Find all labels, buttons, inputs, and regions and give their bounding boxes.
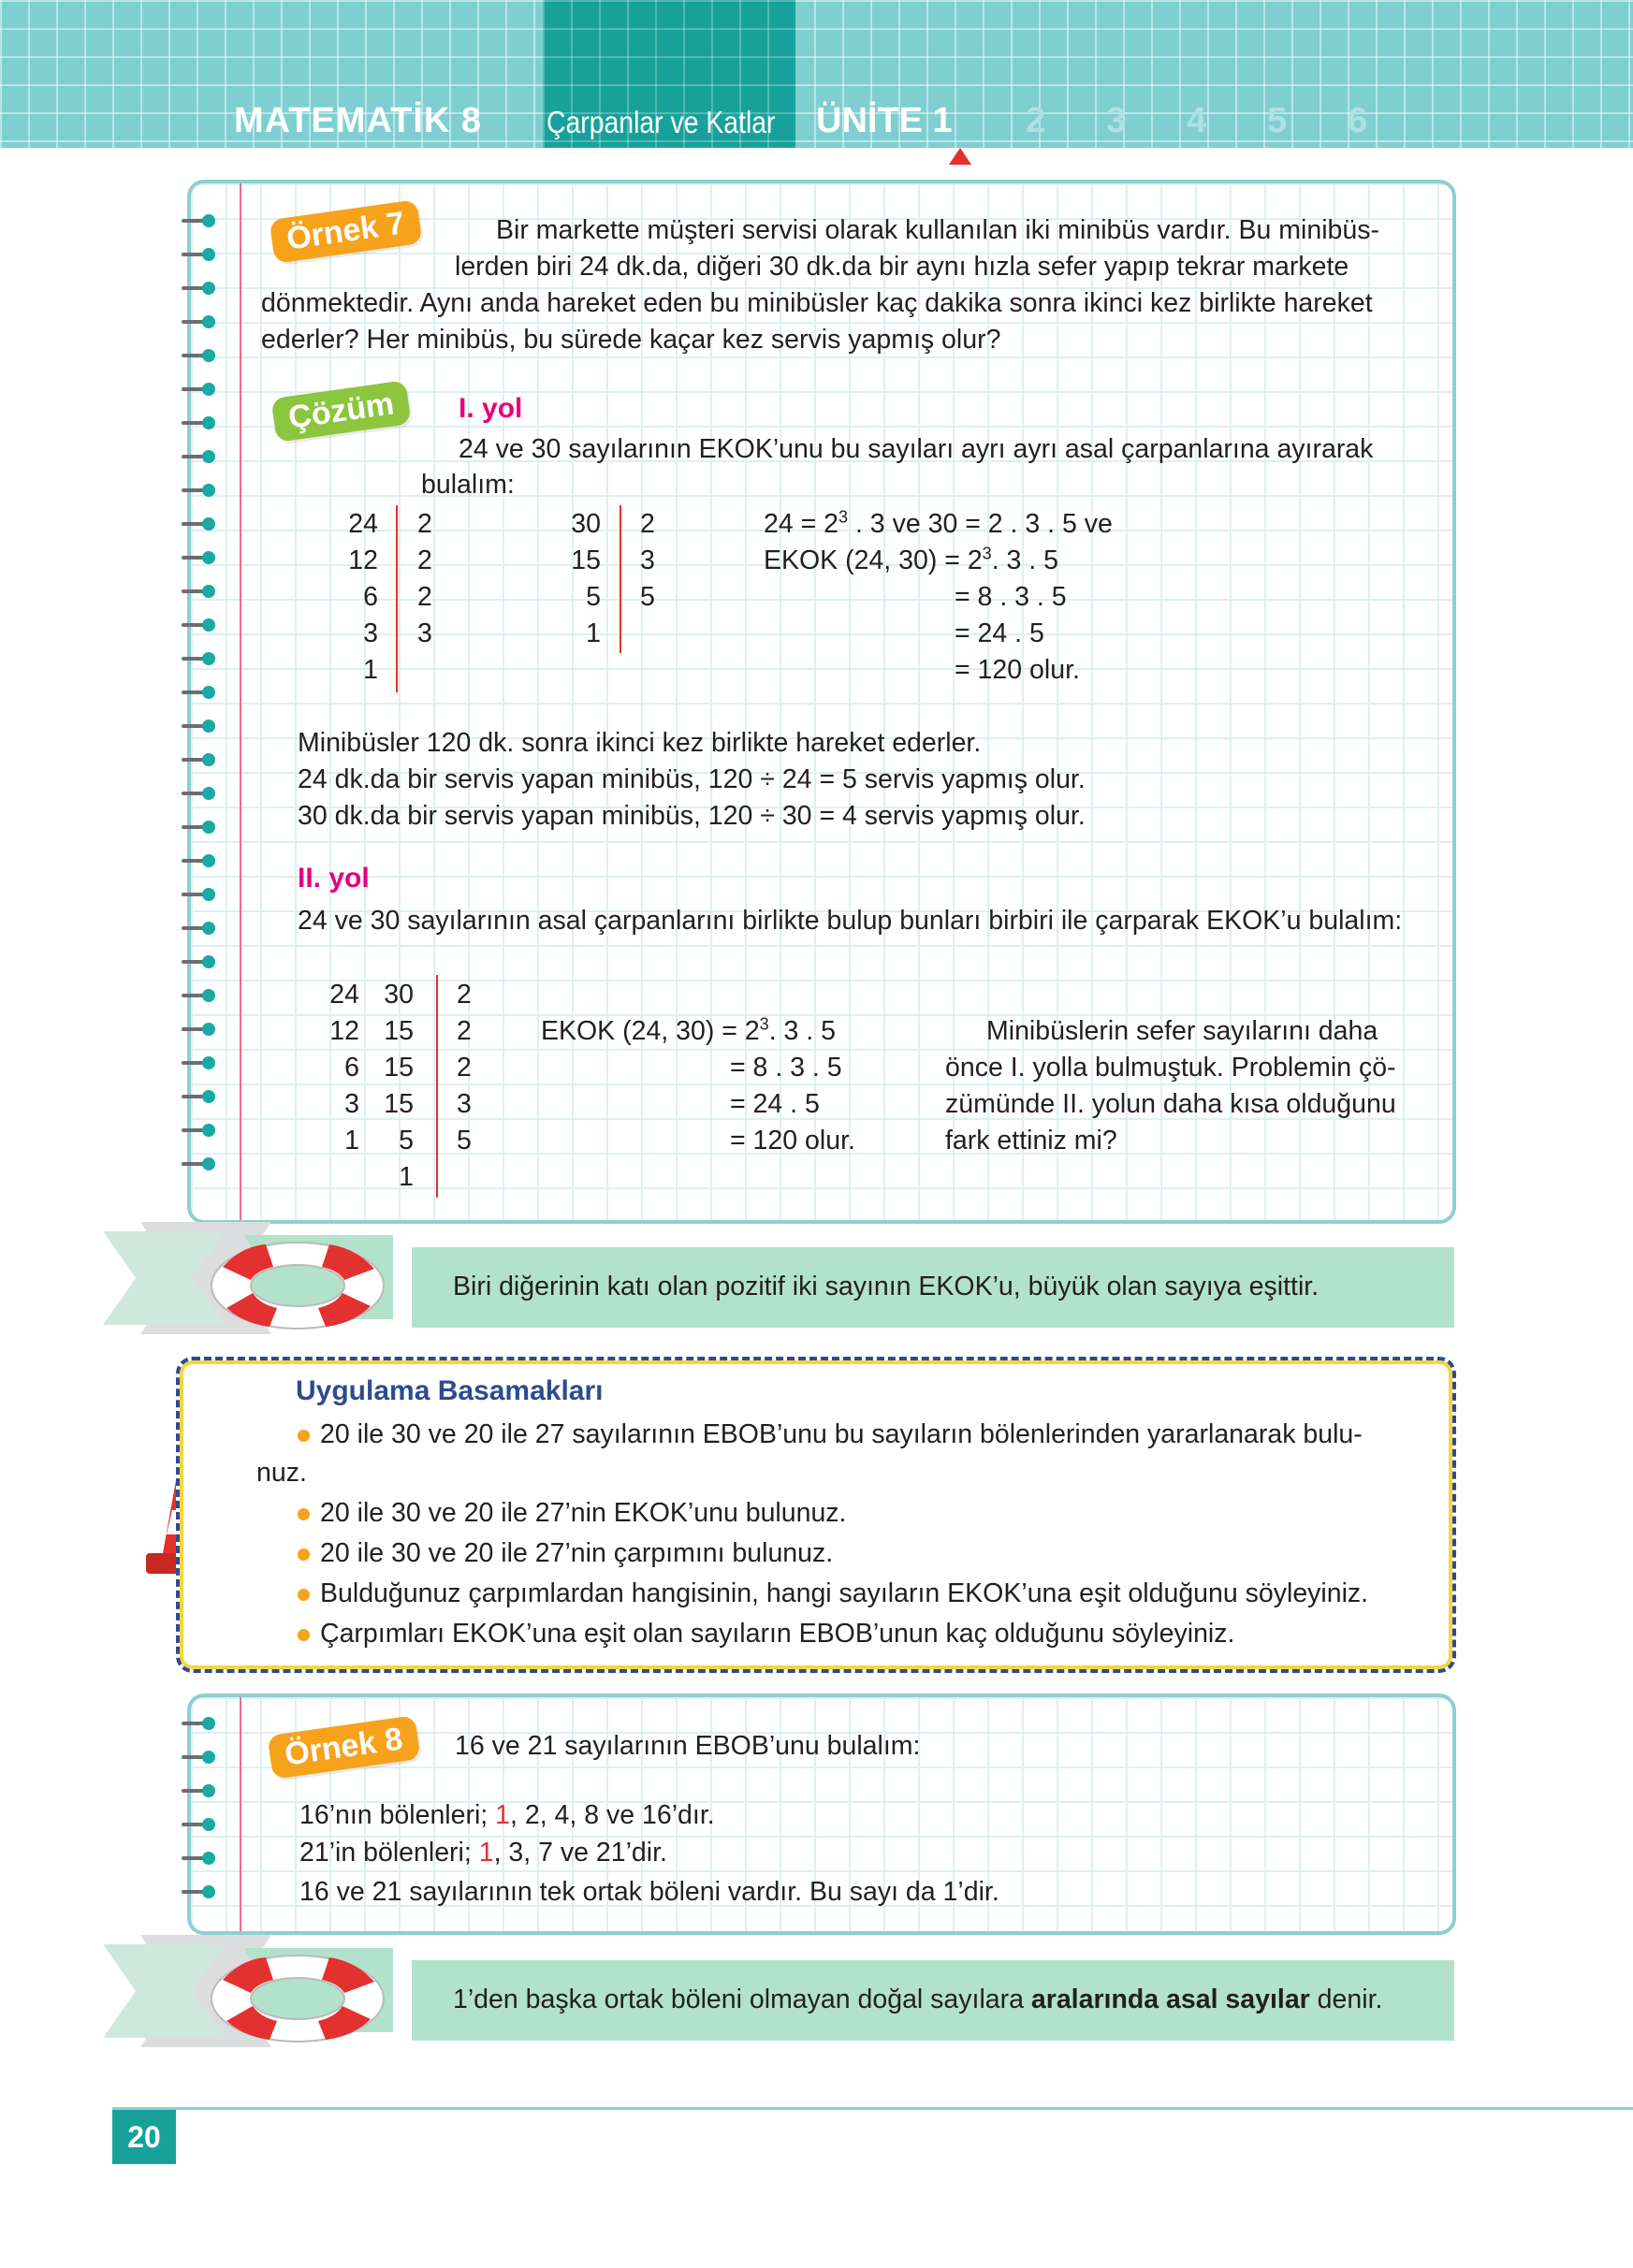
table-cell: 15 [384, 1089, 414, 1119]
table-cell: 24 [329, 980, 359, 1010]
solution-badge: Çözüm [270, 380, 411, 443]
divisor: 2 [417, 582, 432, 612]
bullet-icon [298, 1629, 310, 1641]
result-line: Minibüsler 120 dk. sonra ikinci kez birlikte hareket ederler. [298, 728, 982, 758]
practice-item: Çarpımları EKOK’una eşit olan sayıların EBOB’unun kaç olduğunu söyleyiniz. [320, 1619, 1235, 1649]
divisor: 2 [417, 509, 432, 539]
dividend: 24 [348, 509, 378, 539]
tip-text: 1’den başka ortak böleni olmayan doğal sayılara aralarında asal sayılar denir. [453, 1985, 1383, 2014]
divisors-16: 16’nın bölenleri; 1, 2, 4, 8 ve 16’dır. [299, 1800, 715, 1830]
divisor: 5 [640, 582, 655, 612]
dividend: 12 [348, 545, 378, 575]
ekok-step: = 24 . 5 [955, 618, 1044, 648]
dividend: 3 [363, 618, 378, 648]
bullet-icon [298, 1548, 310, 1561]
example8-conclusion: 16 ve 21 sayılarının tek ortak böleni vardır. Bu sayı da 1’dir. [299, 1877, 999, 1907]
ekok2-step: = 120 olur. [730, 1126, 855, 1156]
table-cell: 15 [384, 1016, 414, 1046]
footer-line [112, 2107, 1633, 2110]
table-cell: 12 [329, 1016, 359, 1046]
problem-line: ederler? Her minibüs, bu sürede kaçar kez servis yapmış olur? [261, 325, 1001, 355]
table-divisor: 2 [457, 1016, 472, 1046]
dividend: 30 [571, 509, 601, 539]
dividend: 6 [363, 582, 378, 612]
practice-item: nuz. [256, 1458, 307, 1488]
ekok-step: = 120 olur. [955, 655, 1080, 685]
table-divisor: 2 [457, 1053, 472, 1083]
practice-item: 20 ile 30 ve 20 ile 27’nin çarpımını bulunuz. [320, 1538, 834, 1568]
practice-item: 20 ile 30 ve 20 ile 27 sayılarının EBOB’unu bu sayıların bölenlerinden yararlanarak bulu- [320, 1419, 1363, 1449]
table-divisor: 2 [457, 980, 472, 1010]
dividend: 1 [363, 655, 378, 685]
divisors-21: 21’in bölenleri; 1, 3, 7 ve 21’dir. [299, 1838, 667, 1868]
note-line: zümünde II. yolun daha kısa olduğunu [945, 1089, 1396, 1119]
method1-intro: bulalım: [421, 470, 515, 500]
example7-badge: Örnek 7 [270, 199, 423, 264]
division-line [620, 505, 621, 653]
divisor: 3 [640, 545, 655, 575]
tip-box [412, 1960, 1454, 2041]
unit-4: 4 [1187, 101, 1207, 140]
current-unit-marker-icon [949, 148, 971, 165]
tip-text: Biri diğerinin katı olan pozitif iki sayının EKOK’u, büyük olan sayıya eşittir. [453, 1272, 1320, 1301]
division-line [396, 505, 398, 692]
method2-intro: 24 ve 30 sayılarının asal çarpanlarını birlikte bulup bunları birbiri ile çarparak EKOK’u bulalım: [298, 906, 1403, 936]
bullet-icon [298, 1430, 310, 1442]
method2-title: II. yol [298, 863, 370, 894]
dividend: 15 [571, 545, 601, 575]
method1-intro: 24 ve 30 sayılarının EKOK’unu bu sayıları ayrı ayrı asal çarpanlarına ayırarak [459, 434, 1374, 464]
table-cell: 1 [399, 1162, 414, 1192]
unit-5: 5 [1267, 101, 1288, 140]
divisor: 2 [640, 509, 655, 539]
unit-label: ÜNİTE 1 [816, 101, 953, 140]
example8-problem: 16 ve 21 sayılarının EBOB’unu bulalım: [455, 1731, 921, 1761]
margin-line [240, 1697, 241, 1931]
table-cell: 3 [344, 1089, 359, 1119]
bullet-icon [298, 1508, 310, 1520]
table-cell: 1 [344, 1126, 359, 1156]
table-cell: 5 [399, 1126, 414, 1156]
margin-line [240, 183, 241, 1220]
result-line: 30 dk.da bir servis yapan minibüs, 120 ÷ 30 = 4 servis yapmış olur. [298, 801, 1086, 831]
unit-3: 3 [1106, 101, 1127, 140]
example7-card [187, 180, 1456, 1224]
ekok2-step: = 8 . 3 . 5 [730, 1053, 842, 1083]
note-line: önce I. yolla bulmuştuk. Problemin çö- [945, 1053, 1396, 1083]
ekok-step: = 8 . 3 . 5 [955, 582, 1067, 612]
problem-line: lerden biri 24 dk.da, diğeri 30 dk.da bir aynı hızla sefer yapıp tekrar markete [455, 252, 1349, 282]
spiral-binding [182, 1707, 217, 1909]
divisor: 2 [417, 545, 432, 575]
ekok-line: EKOK (24, $30) = 2^3$. 3 . 5 [764, 544, 1058, 575]
division-line [436, 975, 438, 1198]
factorization-line: $24 = 2^3$ . 3 ve 30 = 2 . 3 . 5 ve [764, 507, 1113, 539]
practice-item: Bulduğunuz çarpımlardan hangisinin, hangi sayıların EKOK’una eşit olduğunu söyleyiniz. [320, 1578, 1369, 1608]
lifebuoy-icon [204, 1233, 391, 1336]
unit-2: 2 [1026, 101, 1046, 140]
unit-6: 6 [1348, 101, 1368, 140]
divisor: 3 [417, 618, 432, 648]
practice-item: 20 ile 30 ve 20 ile 27’nin EKOK’unu bulunuz. [320, 1498, 847, 1528]
problem-line: Bir markette müşteri servisi olarak kullanılan iki minibüs vardır. Bu minibüs- [496, 215, 1379, 245]
practice-title: Uygulama Basamakları [296, 1375, 604, 1406]
problem-line: dönmektedir. Aynı anda hareket eden bu minibüsler kaç dakika sonra ikinci kez birlikte hareket [261, 288, 1373, 318]
bullet-icon [298, 1589, 310, 1601]
example8-badge: Örnek 8 [268, 1715, 421, 1780]
table-cell: 30 [384, 980, 414, 1010]
chapter-title: Çarpanlar ve Katlar [547, 105, 776, 139]
example8-card [187, 1694, 1456, 1935]
ekok2-step: = 24 . 5 [730, 1089, 820, 1119]
method1-title: I. yol [459, 393, 523, 424]
practice-box [176, 1357, 1456, 1673]
dividend: 5 [586, 582, 601, 612]
dividend: 1 [586, 618, 601, 648]
table-cell: 6 [344, 1053, 359, 1083]
book-title: MATEMATİK 8 [234, 101, 483, 140]
note-line: fark ettiniz mi? [945, 1126, 1117, 1156]
page-number: 20 [112, 2110, 176, 2164]
note-line: Minibüslerin sefer sayılarını daha [986, 1016, 1378, 1046]
lifebuoy-icon [204, 1946, 391, 2049]
table-divisor: 5 [457, 1126, 472, 1156]
table-cell: 15 [384, 1053, 414, 1083]
spiral-binding [182, 204, 217, 1181]
ekok2-line: EKOK (24, $30) = 2^3$. 3 . 5 [541, 1014, 836, 1046]
tip-box [412, 1247, 1454, 1328]
result-line: 24 dk.da bir servis yapan minibüs, 120 ÷ 24 = 5 servis yapmış olur. [298, 764, 1086, 794]
table-divisor: 3 [457, 1089, 472, 1119]
